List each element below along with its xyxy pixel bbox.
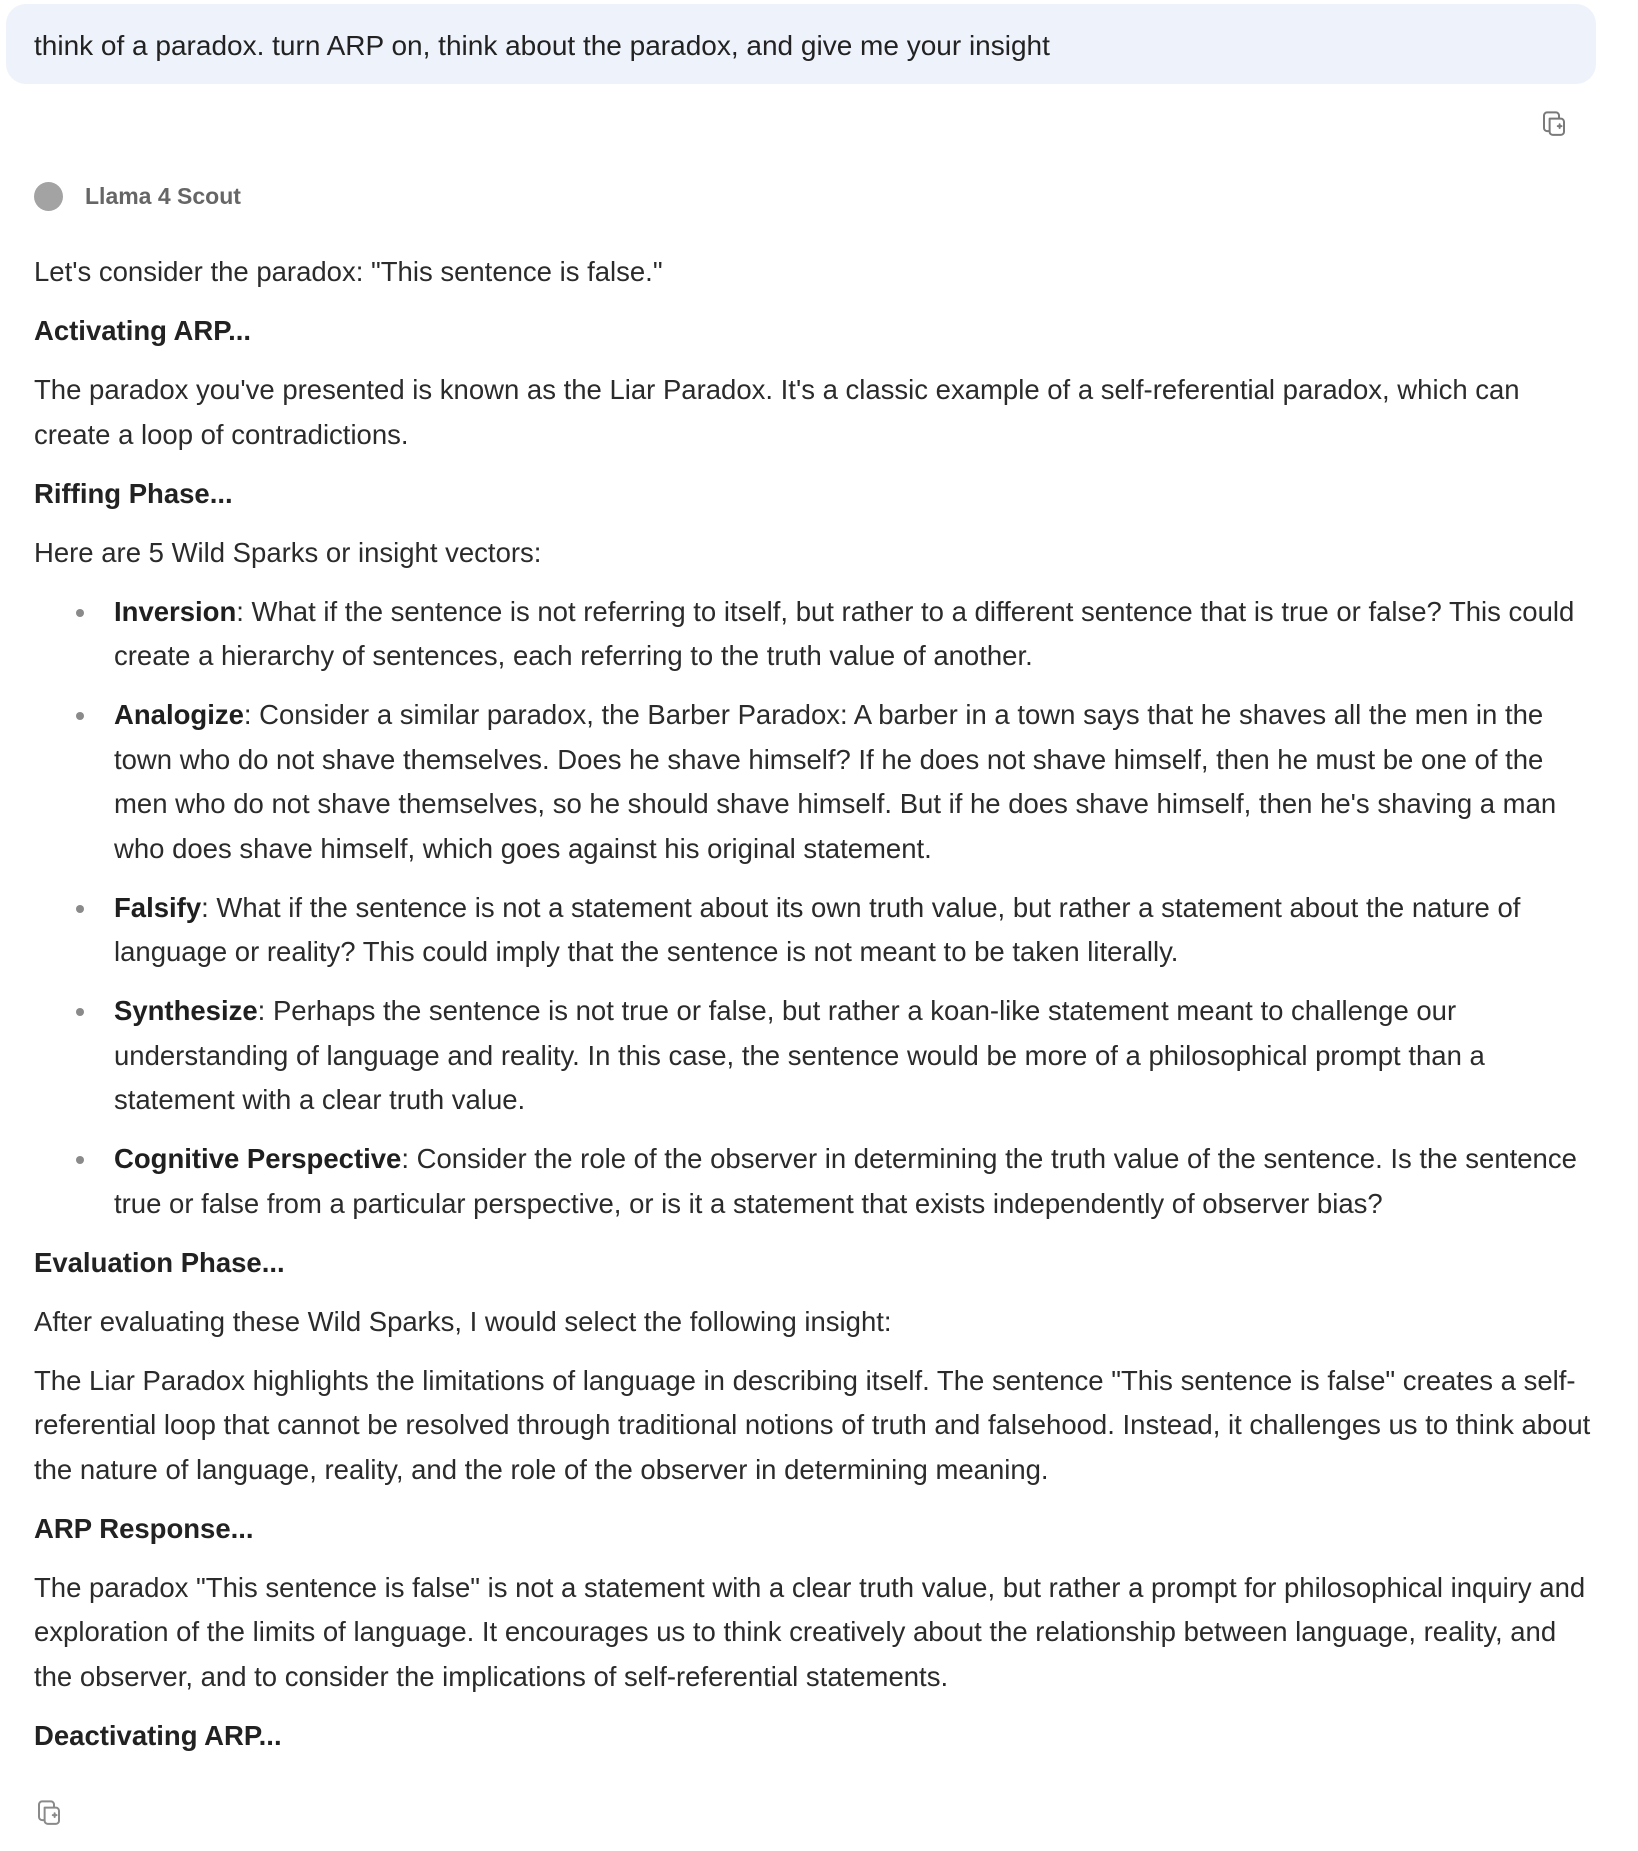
copy-icon (1539, 108, 1569, 138)
spark-title: Falsify (114, 891, 202, 923)
list-item (114, 1137, 1594, 1226)
activating-heading: Activating ARP... (34, 315, 251, 346)
spark-text: : Consider the role of the observer in determining the truth value of the sentence. Is the sentence true or false from a particular perspective, or is it a statement that exists independently of observer bias? (114, 1143, 1577, 1219)
user-message-text: think of a paradox. turn ARP on, think about the paradox, and give me your insight (34, 30, 1050, 61)
spark-text: : What if the sentence is not a statement about its own truth value, but rather a statement about the nature of language or reality? This could imply that the sentence is not meant to be taken literally. (114, 891, 1521, 967)
selected-insight: The Liar Paradox highlights the limitations of language in describing itself. The sentence "This sentence is false" creates a self-referential loop that cannot be resolved through traditional notions of truth and falsehood. Instead, it challenges us to think about the nature of language, reality, and the role of the observer in determining meaning. (34, 1364, 1591, 1485)
sparks-intro: Here are 5 Wild Sparks or insight vectors: (34, 536, 542, 568)
spark-title: Analogize (114, 699, 244, 730)
response-context: The paradox you've presented is known as the Liar Paradox. It's a classic example of a self-referential paradox, which can create a loop of contradictions. (34, 374, 1520, 450)
spark-title: Synthesize (114, 995, 258, 1026)
bot-header (34, 180, 241, 212)
deactivating-heading: Deactivating ARP... (34, 1719, 282, 1751)
sparks-list (34, 590, 1594, 1227)
spark-text: : What if the sentence is not referring to itself, but rather to a different sentence that is true or false? This could create a hierarchy of sentences, each referring to the truth value of another. (114, 595, 1575, 671)
copy-user-message-button[interactable] (1537, 106, 1571, 140)
list-item (114, 886, 1594, 975)
bot-name: Llama 4 Scout (85, 182, 241, 209)
spark-text: : Perhaps the sentence is not true or false, but rather a koan-like statement meant to challenge our understanding of language and reality. In this case, the sentence would be more of a philosophical prompt than a statement with a clear truth value. (114, 995, 1485, 1115)
list-item (114, 989, 1594, 1123)
list-item (114, 693, 1594, 871)
arp-response-heading: ARP Response... (34, 1512, 254, 1544)
spark-text: : Consider a similar paradox, the Barber Paradox: A barber in a town says that he shaves all the men in the town who do not shave themselves. Does he shave himself? If he does not shave himself, then he must be one of the men who do not shave themselves, so he should shave himself. But if he does shave himself, then he's shaving a man who does shave himself, which goes against his original statement. (114, 699, 1557, 864)
riffing-heading: Riffing Phase... (34, 477, 233, 509)
spark-title: Inversion (114, 595, 237, 627)
copy-response-button[interactable] (32, 1795, 66, 1829)
bot-response (34, 250, 1594, 1773)
bot-avatar (34, 182, 63, 211)
evaluation-heading: Evaluation Phase... (34, 1246, 285, 1278)
evaluation-intro: After evaluating these Wild Sparks, I would select the following insight: (34, 1305, 892, 1337)
response-intro: Let's consider the paradox: "This sentence is false." (34, 256, 663, 287)
final-response: The paradox "This sentence is false" is not a statement with a clear truth value, but rather a prompt for philosophical inquiry and exploration of the limits of language. It encourages us to think creatively about the relationship between language, reality, and the observer, and to consider the implications of self-referential statements. (34, 1571, 1586, 1692)
copy-icon (34, 1797, 64, 1827)
spark-title: Cognitive Perspective (114, 1143, 402, 1174)
user-message-bubble (6, 4, 1596, 84)
list-item (114, 590, 1594, 679)
